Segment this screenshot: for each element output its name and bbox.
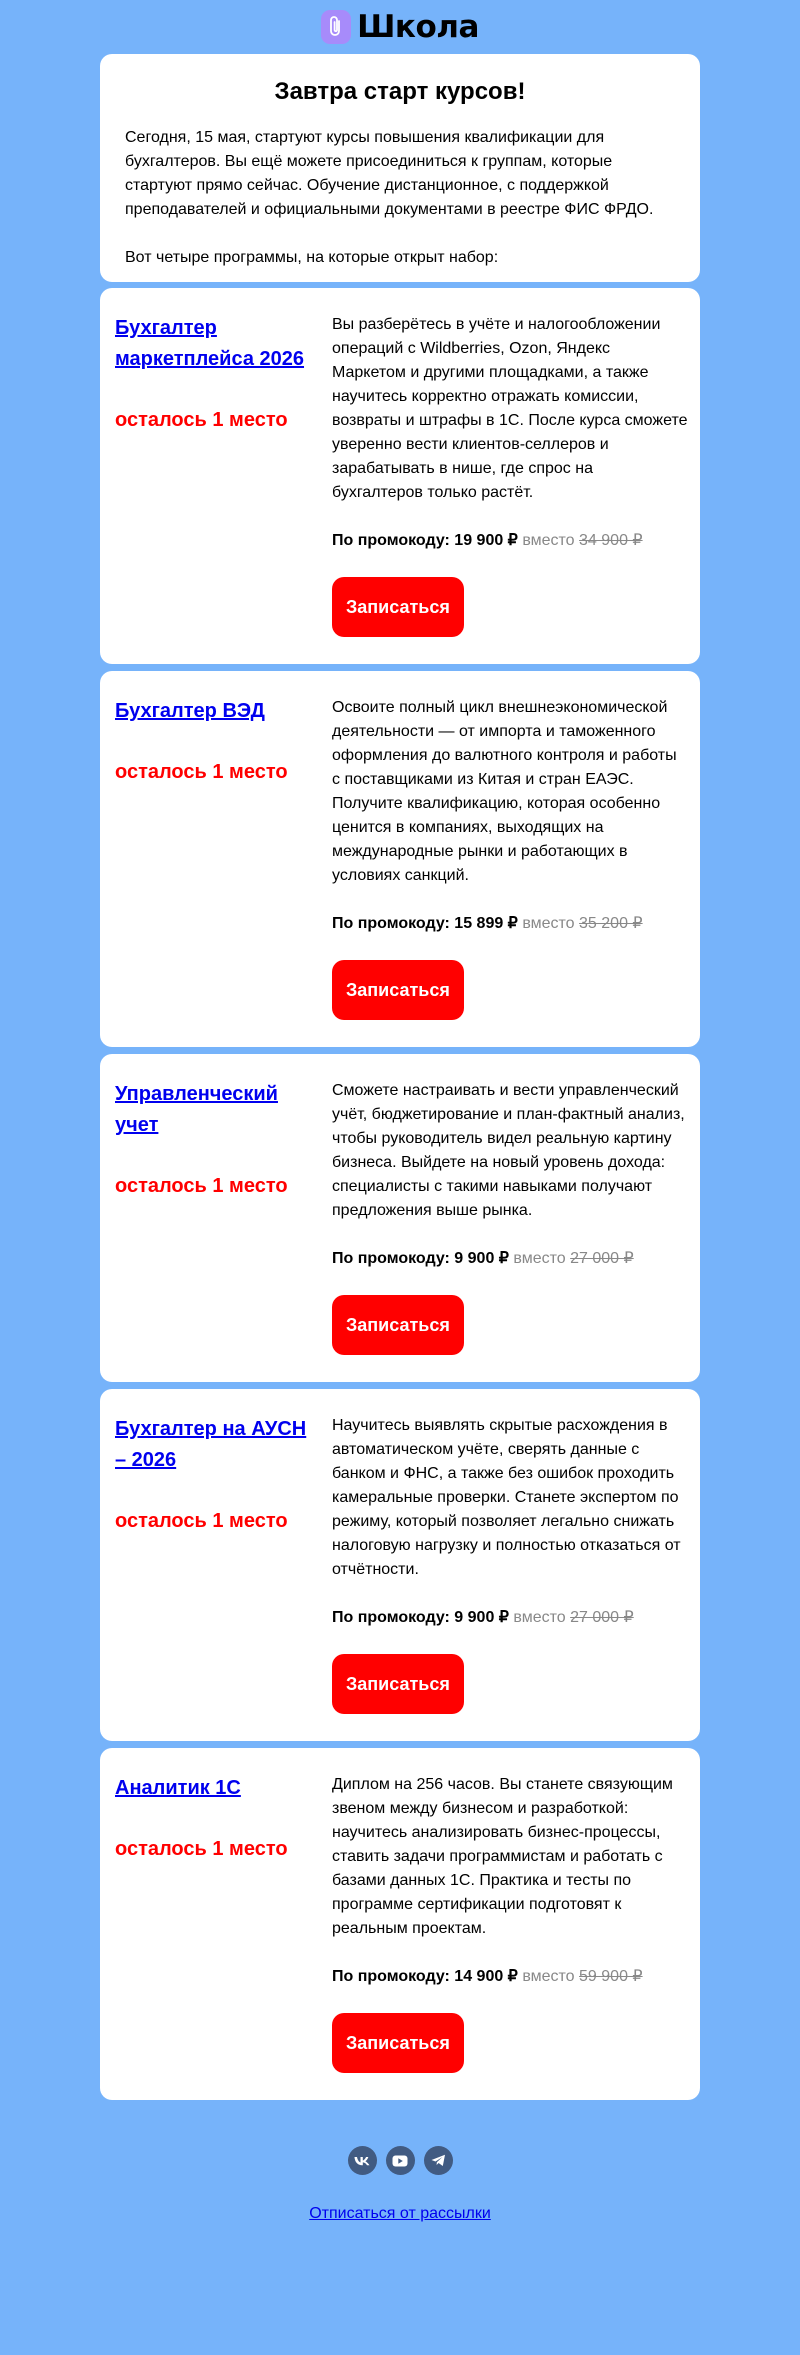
course-title-link[interactable]: Аналитик 1С — [115, 1777, 241, 1799]
enroll-button[interactable]: Записаться — [332, 960, 464, 1020]
course-description: Диплом на 256 часов. Вы станете связующим звеном между бизнесом и разработкой: научитесь анализировать бизнес-процессы, ставить задачи программистам и работать с базами данных 1С. Практика и тесты по программе сертификации подготовят к реальным проектам. — [332, 1776, 673, 1937]
promo-price: 15 899 ₽ — [454, 915, 518, 932]
promo-price: 19 900 ₽ — [454, 532, 518, 549]
course-card — [100, 671, 700, 1047]
promo-label: По промокоду: — [332, 915, 450, 932]
intro-text-programs: Вот четыре программы, на которые открыт набор: — [125, 249, 499, 266]
intro-text: Сегодня, 15 мая, стартуют курсы повышения квалификации для бухгалтеров. Вы ещё можете присоединиться к группам, которые стартуют прямо сейчас. Обучение дистанционное, с поддержкой преподавателей и официальными документами в реестре ФИС ФРДО. — [125, 129, 654, 218]
promo-label: По промокоду: — [332, 1968, 450, 1985]
social-links — [0, 2146, 800, 2175]
old-price: 59 900 ₽ — [579, 1968, 643, 1985]
instead-label: вместо — [522, 532, 575, 549]
enroll-button[interactable]: Записаться — [332, 1295, 464, 1355]
course-price — [332, 1965, 688, 1989]
course-price — [332, 912, 688, 936]
telegram-icon[interactable] — [424, 2146, 453, 2175]
promo-price: 14 900 ₽ — [454, 1968, 518, 1985]
old-price: 27 000 ₽ — [570, 1609, 634, 1626]
intro-title: Завтра старт курсов! — [274, 78, 526, 105]
old-price: 35 200 ₽ — [579, 915, 643, 932]
course-title-link[interactable]: Бухгалтер ВЭД — [115, 700, 265, 722]
intro-card — [100, 54, 700, 282]
logo[interactable] — [321, 9, 479, 45]
course-description: Сможете настраивать и вести управленческий учёт, бюджетирование и план-фактный анализ, чтобы руководитель видел реальную картину бизнеса. Выйдете на новый уровень дохода: специалисты с такими навыками получают предложения выше рынка. — [332, 1082, 685, 1219]
unsubscribe-link[interactable]: Отписаться от рассылки — [309, 2205, 491, 2222]
course-card — [100, 288, 700, 664]
course-title-link[interactable]: Управленческий учет — [115, 1083, 278, 1136]
course-card — [100, 1389, 700, 1741]
seats-left: осталось 1 место — [115, 1838, 288, 1860]
course-description: Научитесь выявлять скрытые расхождения в автоматическом учёте, сверять данные с банком и ФНС, а также без ошибок проходить камеральные проверки. Станете экспертом по режиму, который позволяет легально снижать налоговую нагрузку и полностью отказаться от отчётности. — [332, 1417, 681, 1578]
unsubscribe-container — [0, 2205, 800, 2223]
vk-icon[interactable] — [348, 2146, 377, 2175]
header — [0, 0, 800, 54]
old-price: 27 000 ₽ — [570, 1250, 634, 1267]
seats-left: осталось 1 место — [115, 409, 288, 431]
brand-name: Школа — [357, 9, 479, 45]
course-price — [332, 1247, 688, 1271]
course-card — [100, 1054, 700, 1382]
course-title-link[interactable]: Бухгалтер маркетплейса 2026 — [115, 317, 305, 370]
enroll-button[interactable]: Записаться — [332, 2013, 464, 2073]
instead-label: вместо — [513, 1250, 566, 1267]
instead-label: вместо — [522, 915, 575, 932]
course-title-link[interactable]: Бухгалтер на АУСН – 2026 — [115, 1418, 307, 1471]
youtube-icon[interactable] — [386, 2146, 415, 2175]
seats-left: осталось 1 место — [115, 761, 288, 783]
seats-left: осталось 1 место — [115, 1510, 288, 1532]
course-price — [332, 1606, 688, 1630]
enroll-button[interactable]: Записаться — [332, 577, 464, 637]
seats-left: осталось 1 место — [115, 1175, 288, 1197]
enroll-button[interactable]: Записаться — [332, 1654, 464, 1714]
course-card — [100, 1748, 700, 2100]
promo-label: По промокоду: — [332, 1250, 450, 1267]
promo-label: По промокоду: — [332, 532, 450, 549]
course-price — [332, 529, 688, 553]
old-price: 34 900 ₽ — [579, 532, 643, 549]
course-description: Освоите полный цикл внешнеэкономической деятельности — от импорта и таможенного оформления до валютного контроля и работы с поставщиками из Китая и стран ЕАЭС. Получите квалификацию, которая особенно ценится в компаниях, выходящих на международные рынки и работающих в условиях санкций. — [332, 699, 677, 884]
paperclip-icon — [321, 10, 351, 44]
promo-price: 9 900 ₽ — [454, 1609, 509, 1626]
promo-price: 9 900 ₽ — [454, 1250, 509, 1267]
course-description: Вы разберётесь в учёте и налогообложении операций с Wildberries, Ozon, Яндекс Маркетом и другими площадками, а также научитесь корректно отражать комиссии, возвраты и штрафы в 1С. После курса сможете уверенно вести клиентов-селлеров и зарабатывать в нише, где спрос на бухгалтеров только растёт. — [332, 316, 688, 501]
promo-label: По промокоду: — [332, 1609, 450, 1626]
instead-label: вместо — [513, 1609, 566, 1626]
instead-label: вместо — [522, 1968, 575, 1985]
